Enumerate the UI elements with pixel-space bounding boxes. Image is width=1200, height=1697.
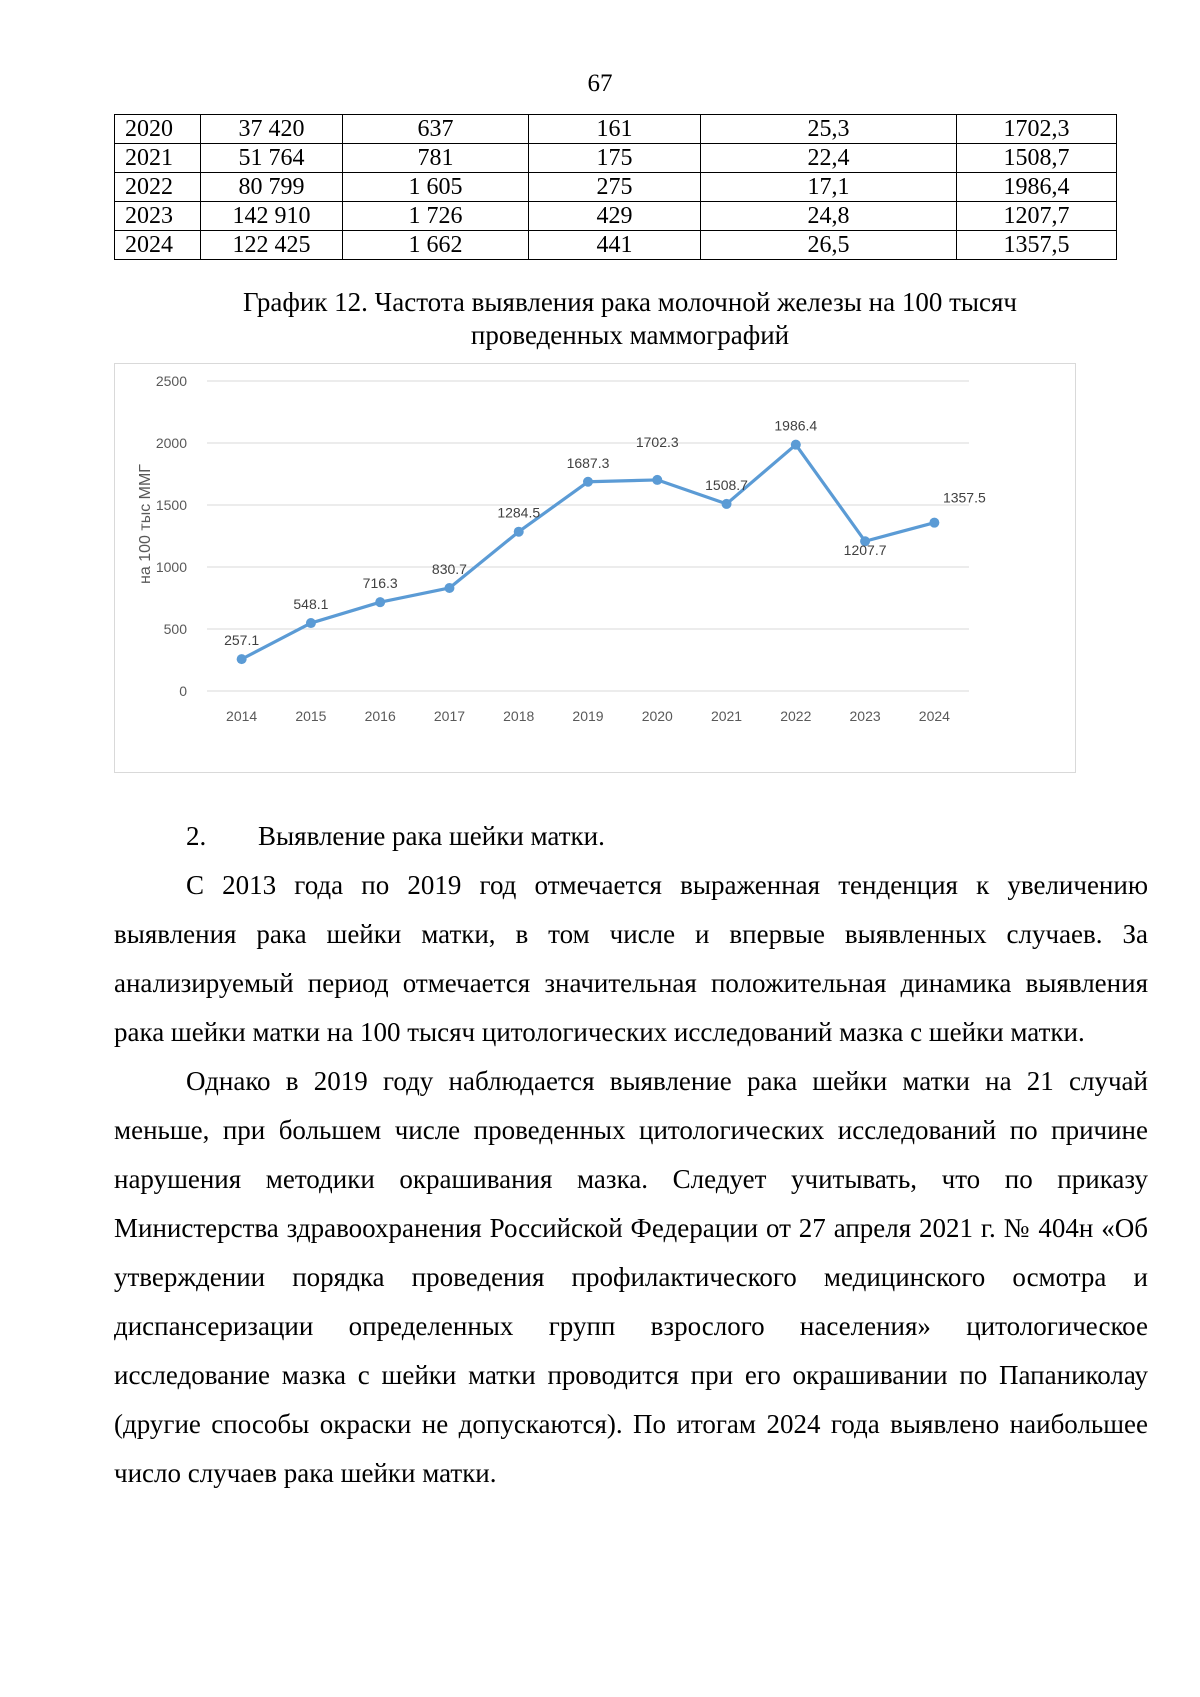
data-label: 548.1 xyxy=(293,596,329,613)
table-cell: 637 xyxy=(343,115,529,144)
table-cell: 2020 xyxy=(115,115,201,144)
table-cell: 17,1 xyxy=(701,173,957,202)
x-tick-label: 2018 xyxy=(503,708,535,724)
data-label: 1702.3 xyxy=(635,433,679,450)
table-cell: 175 xyxy=(529,144,701,173)
table-cell: 1702,3 xyxy=(957,115,1117,144)
chart-caption-line2: проведенных маммографий xyxy=(470,320,790,350)
section-title: Выявление рака шейки матки. xyxy=(258,821,605,851)
data-label: 830.7 xyxy=(431,560,467,577)
table-cell: 2023 xyxy=(115,202,201,231)
table-cell: 1357,5 xyxy=(957,231,1117,260)
table-row xyxy=(115,115,1117,144)
data-label: 1284.5 xyxy=(497,504,541,521)
data-label: 1357.5 xyxy=(942,489,986,506)
table-cell: 429 xyxy=(529,202,701,231)
table-cell: 781 xyxy=(343,144,529,173)
data-point xyxy=(514,527,524,537)
y-tick-label: 0 xyxy=(179,683,187,699)
data-point xyxy=(306,618,316,628)
data-label: 1986.4 xyxy=(774,417,818,434)
line-chart xyxy=(114,363,1076,773)
x-tick-label: 2021 xyxy=(710,708,743,724)
chart-svg xyxy=(115,364,1074,771)
x-tick-label: 2023 xyxy=(849,708,881,724)
data-point xyxy=(722,499,732,509)
data-point xyxy=(375,597,385,607)
page-number: 67 xyxy=(587,70,613,97)
table-cell: 275 xyxy=(529,173,701,202)
table-row xyxy=(115,231,1117,260)
chart-caption xyxy=(0,286,1200,352)
x-tick-label: 2020 xyxy=(641,708,673,724)
table-cell: 80 799 xyxy=(201,173,343,202)
paragraph-1: С 2013 года по 2019 год отмечается выраженная тенденция к увеличению выявления рака шейки матки, в том числе и впервые выявленных случаев. За анализируемый период отмечается значительная положительная динамика выявления рака шейки матки на 100 тысяч цитологических исследований мазка с шейки матки. xyxy=(114,870,1148,1047)
table-cell: 161 xyxy=(529,115,701,144)
body-text xyxy=(114,861,1148,1498)
y-tick-label: 2000 xyxy=(155,435,187,451)
table-cell: 1 662 xyxy=(343,231,529,260)
table-cell: 441 xyxy=(529,231,701,260)
table-cell: 2024 xyxy=(115,231,201,260)
y-axis-label: на 100 тыс ММГ xyxy=(137,464,154,584)
x-tick-label: 2017 xyxy=(433,708,466,724)
table-cell: 122 425 xyxy=(201,231,343,260)
x-tick-label: 2024 xyxy=(918,708,950,724)
section-heading xyxy=(186,812,605,861)
chart-caption-line1: График 12. Частота выявления рака молочной железы на 100 тысяч xyxy=(242,287,1018,317)
table-cell: 1 726 xyxy=(343,202,529,231)
data-label: 716.3 xyxy=(362,575,398,592)
x-tick-label: 2022 xyxy=(780,708,812,724)
table-cell: 24,8 xyxy=(701,202,957,231)
data-point xyxy=(583,477,593,487)
data-point xyxy=(237,654,247,664)
x-tick-label: 2019 xyxy=(572,708,604,724)
table-cell: 1 605 xyxy=(343,173,529,202)
table-row xyxy=(115,144,1117,173)
data-label: 1207.7 xyxy=(843,542,887,559)
data-point xyxy=(652,475,662,485)
data-point xyxy=(791,440,801,450)
y-tick-label: 500 xyxy=(163,621,187,637)
x-tick-label: 2014 xyxy=(226,708,258,724)
data-table xyxy=(114,114,1117,260)
data-point xyxy=(929,518,939,528)
table-cell: 37 420 xyxy=(201,115,343,144)
table-cell: 2021 xyxy=(115,144,201,173)
table-cell: 1508,7 xyxy=(957,144,1117,173)
paragraph-2: Однако в 2019 году наблюдается выявление рака шейки матки на 21 случай меньше, при большем числе проведенных цитологических исследований по причине нарушения методики окрашивания мазка. Следует учитывать, что по приказу Министерства здравоохранения Российской Федерации от 27 апреля 2021 г. № 404н «Об утверждении порядка проведения профилактического медицинского осмотра и диспансеризации определенных групп взрослого населения» цитологическое исследование мазка с шейки матки проводится при его окрашивании по Папаниколау (другие способы окраски не допускаются). По итогам 2024 года выявлено наибольшее число случаев рака шейки матки. xyxy=(114,1066,1148,1488)
y-tick-label: 1500 xyxy=(155,497,187,513)
x-tick-label: 2016 xyxy=(364,708,396,724)
table-cell: 2022 xyxy=(115,173,201,202)
data-label: 1508.7 xyxy=(705,476,748,493)
table-cell: 51 764 xyxy=(201,144,343,173)
table-cell: 26,5 xyxy=(701,231,957,260)
table-cell: 1207,7 xyxy=(957,202,1117,231)
x-tick-label: 2015 xyxy=(295,708,327,724)
table-cell: 22,4 xyxy=(701,144,957,173)
data-label: 1687.3 xyxy=(566,454,610,471)
table-row xyxy=(115,173,1117,202)
section-number: 2. xyxy=(186,821,207,851)
data-label: 257.1 xyxy=(224,632,260,649)
table-cell: 1986,4 xyxy=(957,173,1117,202)
data-point xyxy=(444,583,454,593)
y-tick-label: 2500 xyxy=(155,373,187,389)
y-tick-label: 1000 xyxy=(155,559,187,575)
table-cell: 142 910 xyxy=(201,202,343,231)
table-cell: 25,3 xyxy=(701,115,957,144)
table-row xyxy=(115,202,1117,231)
